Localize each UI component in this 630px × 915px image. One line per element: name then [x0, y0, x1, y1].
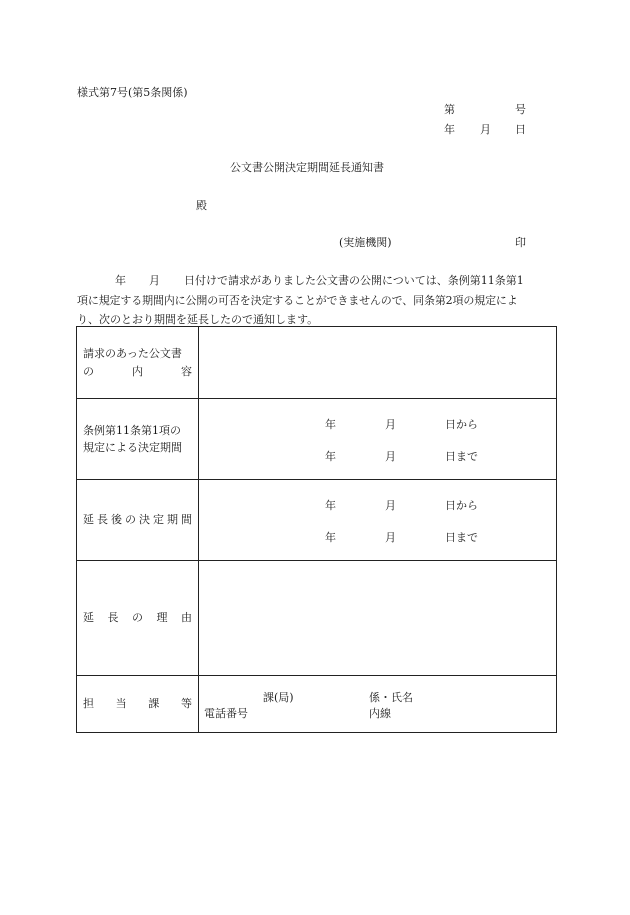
- reason-label: [83, 609, 198, 626]
- addressee-suffix: 殿: [196, 199, 207, 212]
- request-label-cell: [77, 327, 199, 399]
- contact-line-1: [199, 689, 556, 703]
- request-row: [77, 327, 557, 399]
- period-year: 年: [325, 450, 336, 463]
- extended-period-until: [199, 529, 556, 543]
- contact-row: [77, 676, 557, 733]
- extended-label-char: 後: [111, 513, 122, 527]
- contact-person-label: 係・氏名: [369, 691, 413, 704]
- contact-extension-label: 内線: [369, 707, 391, 720]
- extended-label-char: 長: [97, 513, 108, 527]
- seal-mark: 印: [515, 236, 526, 249]
- extended-label-char: 期: [167, 513, 178, 527]
- contact-label-char: 当: [115, 697, 127, 711]
- body-line-3: り、次のとおり期間を延長したので通知します。: [77, 313, 319, 326]
- period-from: 日から: [445, 418, 478, 431]
- issue-date-year: 年: [444, 123, 455, 136]
- extended-period-label-cell: [77, 480, 199, 561]
- extended-period-from: [199, 497, 556, 511]
- extended-label-char: 間: [181, 513, 192, 527]
- period-year: 年: [325, 531, 336, 544]
- statutory-period-until: [199, 448, 556, 462]
- body-date-month: 月: [149, 274, 160, 287]
- period-month: 月: [385, 499, 396, 512]
- reason-label-char: 延: [83, 611, 94, 625]
- contact-label-char: 等: [180, 697, 192, 711]
- reason-label-char: 由: [181, 611, 192, 625]
- reason-label-char: 理: [156, 611, 168, 625]
- doc-number-suffix: 号: [515, 103, 526, 116]
- body-date-year: 年: [115, 274, 126, 287]
- contact-line-2: [199, 705, 556, 719]
- reason-label-char: の: [132, 611, 143, 625]
- extended-label-char: 定: [153, 513, 164, 527]
- request-label-char: 容: [181, 364, 192, 378]
- period-year: 年: [325, 499, 336, 512]
- statutory-period-row: [77, 399, 557, 480]
- period-until: 日まで: [445, 531, 478, 544]
- doc-number-prefix: 第: [444, 103, 455, 116]
- extended-label-char: 決: [139, 513, 150, 527]
- extended-label-char: の: [125, 513, 136, 527]
- body-line-2: 項に規定する期間内に公開の可否を決定することができませんので、同条第2項の規定によ: [77, 294, 518, 307]
- contact-label: [83, 695, 198, 712]
- request-content-field[interactable]: [199, 327, 557, 399]
- document-title: 公文書公開決定期間延長通知書: [230, 161, 384, 174]
- contact-section-label: 課(局): [263, 691, 294, 704]
- reason-row: [77, 561, 557, 676]
- issue-date-day: 日: [515, 123, 526, 136]
- reason-label-char: 長: [107, 611, 119, 625]
- extended-label-char: 延: [83, 513, 94, 527]
- contact-label-char: 課: [148, 697, 160, 711]
- request-label-char: の: [83, 364, 94, 378]
- body-line-1: 日付けで請求がありました公文書の公開については、条例第11条第1: [184, 274, 524, 287]
- form-number: 様式第7号(第5条関係): [77, 86, 188, 99]
- period-until: 日まで: [445, 450, 478, 463]
- form-table: [76, 326, 557, 733]
- period-month: 月: [385, 450, 396, 463]
- period-month: 月: [385, 418, 396, 431]
- period-from: 日から: [445, 499, 478, 512]
- contact-label-char: 担: [83, 697, 94, 711]
- period-year: 年: [325, 418, 336, 431]
- period-month: 月: [385, 531, 396, 544]
- reason-label-cell: [77, 561, 199, 676]
- extended-period-row: [77, 480, 557, 561]
- statutory-period-from: [199, 416, 556, 430]
- issue-date-month: 月: [480, 123, 491, 136]
- request-label-char: 内: [132, 364, 143, 378]
- reason-field[interactable]: [199, 561, 557, 676]
- extended-period-field[interactable]: [199, 480, 557, 561]
- contact-label-cell: [77, 676, 199, 733]
- agency-label: (実施機関): [339, 236, 392, 249]
- statutory-period-field[interactable]: [199, 399, 557, 480]
- extended-period-label: [83, 511, 198, 528]
- request-label-line-1: 請求のあった公文書: [83, 347, 182, 361]
- statutory-label-line-2: 規定による決定期間: [83, 441, 182, 454]
- statutory-period-label-cell: [77, 399, 199, 480]
- contact-field[interactable]: [199, 676, 557, 733]
- request-label-line-2: [83, 363, 198, 380]
- contact-phone-label: 電話番号: [204, 707, 248, 720]
- statutory-label-line-1: 条例第11条第1項の: [83, 423, 181, 437]
